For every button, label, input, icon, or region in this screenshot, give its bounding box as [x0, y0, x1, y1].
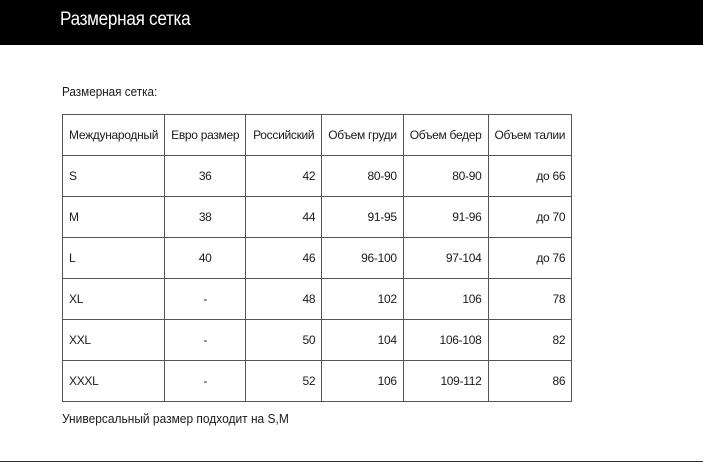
table-cell: 44: [246, 197, 322, 238]
table-cell: -: [165, 279, 246, 320]
table-cell: 48: [246, 279, 322, 320]
column-header-russian-size: Российский: [246, 115, 322, 156]
table-cell: 97-104: [403, 238, 488, 279]
column-header-waist: Объем талии: [488, 115, 572, 156]
table-cell: 106: [322, 361, 404, 402]
table-cell: XXL: [63, 320, 165, 361]
table-header-row: [63, 115, 572, 156]
table-cell: L: [63, 238, 165, 279]
table-cell: -: [165, 361, 246, 402]
table-cell: 52: [246, 361, 322, 402]
table-cell: 102: [322, 279, 404, 320]
table-cell: XL: [63, 279, 165, 320]
bottom-divider: [0, 461, 703, 462]
table-cell: -: [165, 320, 246, 361]
table-cell: 104: [322, 320, 404, 361]
table-cell: 38: [165, 197, 246, 238]
table-cell: 80-90: [403, 156, 488, 197]
page-header: [0, 0, 703, 45]
table-cell: 36: [165, 156, 246, 197]
table-cell: 82: [488, 320, 572, 361]
table-cell: 91-95: [322, 197, 404, 238]
table-cell: до 66: [488, 156, 572, 197]
column-header-euro-size: Евро размер: [165, 115, 246, 156]
table-cell: 50: [246, 320, 322, 361]
table-cell: 46: [246, 238, 322, 279]
page-title: Размерная сетка: [60, 9, 191, 30]
table-cell: 109-112: [403, 361, 488, 402]
column-header-international: Международный: [63, 115, 165, 156]
universal-size-note: Универсальный размер подходит на S,M: [62, 411, 289, 426]
table-cell: 96-100: [322, 238, 404, 279]
table-cell: 42: [246, 156, 322, 197]
table-cell: до 76: [488, 238, 572, 279]
table-cell: XXXL: [63, 361, 165, 402]
table-row: [63, 279, 572, 320]
table-row: [63, 238, 572, 279]
table-row: [63, 320, 572, 361]
table-cell: 106-108: [403, 320, 488, 361]
table-cell: 80-90: [322, 156, 404, 197]
table-cell: M: [63, 197, 165, 238]
table-cell: 78: [488, 279, 572, 320]
table-row: [63, 156, 572, 197]
table-cell: S: [63, 156, 165, 197]
table-row: [63, 361, 572, 402]
table-row: [63, 197, 572, 238]
column-header-chest: Объем груди: [322, 115, 404, 156]
size-chart-caption: Размерная сетка:: [62, 84, 158, 99]
table-cell: 40: [165, 238, 246, 279]
table-cell: 86: [488, 361, 572, 402]
table-cell: до 70: [488, 197, 572, 238]
table-cell: 106: [403, 279, 488, 320]
size-chart-table: [62, 114, 572, 402]
table-cell: 91-96: [403, 197, 488, 238]
column-header-hips: Объем бедер: [403, 115, 488, 156]
